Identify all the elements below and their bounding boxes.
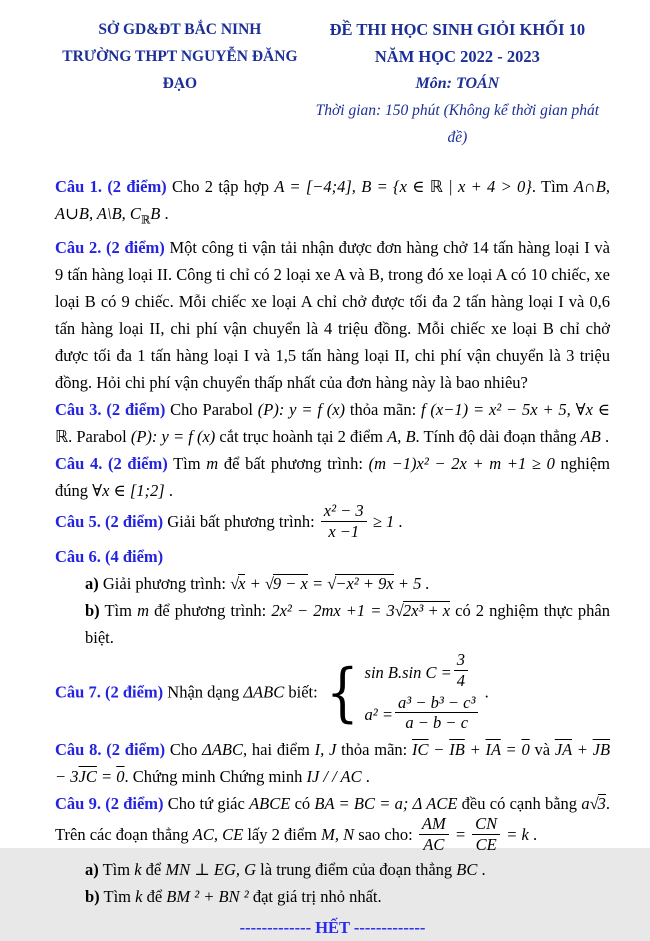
question-text: và [529, 740, 555, 760]
question-5 [55, 501, 610, 543]
fraction [393, 694, 480, 733]
question-text: . Trên các đoạn thẳng [55, 794, 610, 845]
question-text: Tìm [167, 454, 207, 474]
question-1 [55, 173, 610, 234]
math-run: ∀x ∈ [1;2] [92, 481, 165, 501]
question-text: Giải phương trình: [98, 573, 231, 593]
radical-sign: √ [589, 794, 599, 814]
radicand: −x² + 9x [335, 573, 394, 593]
math-run: IJ / / AC [306, 767, 362, 787]
subscript-real-set: ℝ [140, 214, 151, 227]
question-text: có 2 nghiệm thực phân biệt. [85, 600, 611, 647]
question-text: Cho Parabol [165, 400, 258, 420]
question-text: sao cho: [354, 825, 417, 845]
system-equations [364, 649, 481, 734]
question-8-label: Câu 8. (2 điểm) [55, 740, 166, 760]
math-run: 2x² − 2mx +1 = 3 [271, 600, 395, 620]
radical [395, 601, 450, 620]
math-run: A, B [387, 427, 416, 447]
question-6-label: Câu 6. (4 điểm) [55, 546, 164, 566]
radical-sign: √ [230, 573, 240, 593]
radicand: 2x³ + x [402, 600, 451, 620]
math-run: AC, CE [192, 825, 244, 845]
question-text: để bất phương trình: [218, 454, 369, 474]
question-2-label: Câu 2. (2 điểm) [55, 238, 165, 258]
math-run: ΔABC [243, 682, 285, 702]
question-text: đạt giá trị nhỏ nhất. [248, 886, 382, 906]
radical [230, 574, 245, 593]
fraction [470, 815, 502, 854]
question-6b [55, 597, 610, 651]
radical [265, 574, 308, 593]
question-3-label: Câu 3. (2 điểm) [55, 400, 166, 420]
radicand: 3 [597, 794, 606, 814]
math-run: = [96, 767, 117, 787]
question-6a [55, 570, 610, 597]
fraction-numerator: 3 [454, 651, 468, 671]
radical [327, 574, 393, 593]
math-run: M, N [321, 825, 355, 845]
question-text: . [160, 204, 169, 223]
question-text: thỏa mãn: [345, 400, 421, 420]
vector: $\overline{IB}$ [449, 740, 465, 760]
question-text: . Tính độ dài đoạn thẳng [415, 427, 581, 447]
question-8 [55, 736, 610, 790]
math-run: B [150, 204, 161, 223]
question-text: Tìm [99, 886, 136, 906]
question-9 [55, 790, 610, 856]
math-run: = k [502, 825, 529, 845]
equation-row [364, 692, 481, 735]
question-text: Cho [165, 740, 203, 760]
question-7-label: Câu 7. (2 điểm) [55, 682, 164, 702]
exam-title-block [305, 16, 610, 151]
question-text: Cho 2 tập hợp [166, 177, 275, 196]
question-9b [55, 883, 610, 910]
item-marker: a) [85, 573, 99, 593]
question-text: nghiệm đúng [55, 454, 610, 501]
exam-title: ĐỀ THI HỌC SINH GIỎI KHỐI 10 [329, 20, 586, 39]
math-run: MN ⊥ EG, G [165, 859, 257, 879]
math-run: AB [580, 427, 601, 447]
math-run: A∩B, A∪B, A\B, C [55, 177, 611, 223]
radical-sign: √ [327, 573, 337, 593]
system-brace: { [325, 656, 359, 731]
issuing-organization [55, 16, 305, 151]
question-text: Một công ti vận tải nhận được đơn hàng chở 14 tấn hàng loại I và 9 tấn hàng loại II. Công ti chỉ có 2 loại xe A và B, trong đó xe loại A có 10 chiếc, xe loại B có 9 chiếc. Mỗi chiếc xe loại A chỉ chở được tối đa 2 tấn hàng loại I và 0,6 tấn hàng loại II, chi phí vận chuyển là 4 triệu đồng. Mỗi chiếc xe loại B chỉ chở được tối đa 1 tấn hàng loại I và 1,5 tấn hàng loại II, chi phí vận chuyển là 3 triệu đồng. Hỏi chi phí vận chuyển thấp nhất của đơn hàng này là bao nhiêu? [55, 238, 610, 393]
vector-zero: 0 [116, 767, 125, 787]
item-marker: a) [85, 859, 99, 879]
question-text: , hai điểm [243, 740, 315, 760]
radical [590, 794, 606, 813]
vector: $\overline{JC}$ [78, 767, 97, 787]
department-name: SỞ GD&ĐT BẮC NINH [98, 21, 262, 38]
math-run: ≥ 1 [368, 512, 395, 532]
fraction-numerator: a³ − b³ − c³ [395, 694, 478, 714]
math-run: (P): y = f (x) [130, 427, 216, 447]
math-run: = [450, 825, 471, 845]
fraction [452, 651, 470, 690]
math-run: (P): y = f (x) [257, 400, 346, 420]
question-text: Tìm [98, 859, 135, 879]
item-marker: b) [85, 886, 100, 906]
item-marker: b) [85, 600, 100, 620]
math-run: (m −1)x² − 2x + m +1 ≥ 0 [368, 454, 555, 474]
math-run: a² = [364, 705, 393, 725]
question-7 [55, 651, 610, 736]
question-text: lấy 2 điểm [243, 825, 322, 845]
math-run: + [245, 573, 265, 593]
question-text: Giải bất phương trình: [163, 512, 319, 532]
math-run: k [135, 886, 143, 906]
question-text: . [528, 825, 538, 845]
math-run: = [307, 573, 328, 593]
question-1-label: Câu 1. (2 điểm) [55, 177, 167, 196]
question-text: để phương trình: [148, 600, 272, 620]
fraction [319, 502, 369, 541]
question-9-label: Câu 9. (2 điểm) [55, 794, 164, 814]
vector: $\overline{JB}$ [592, 740, 611, 760]
math-run: k [134, 859, 142, 879]
math-run: BC [456, 859, 478, 879]
math-run: BA = BC = a; Δ ACE [314, 794, 458, 814]
question-text: . [394, 512, 403, 532]
question-text: để [142, 886, 167, 906]
math-run: + [571, 740, 593, 760]
question-text: là trung điểm của đoạn thẳng [256, 859, 457, 879]
question-4-label: Câu 4. (2 điểm) [55, 454, 168, 474]
math-run: sin B.sin C = [364, 662, 452, 682]
subject: Môn: TOÁN [415, 75, 500, 92]
math-run: a [581, 794, 590, 814]
question-text: . [600, 427, 610, 447]
fraction-denominator: x −1 [328, 522, 360, 542]
question-text: . [480, 682, 489, 702]
school-year: NĂM HỌC 2022 - 2023 [374, 47, 540, 66]
math-run: = [500, 740, 522, 760]
fraction-denominator: 4 [456, 670, 466, 690]
math-run: ΔABC [202, 740, 243, 760]
question-3 [55, 396, 610, 450]
question-5-label: Câu 5. (2 điểm) [55, 512, 164, 532]
equation-row [364, 649, 481, 692]
radicand: 9 − x [272, 573, 308, 593]
question-text: cắt trục hoành tại 2 điểm [215, 427, 388, 447]
fraction-numerator: AM [419, 815, 449, 835]
question-text: . Chứng minh Chứng minh [124, 767, 307, 787]
vector: $\overline{IC}$ [412, 740, 429, 760]
duration: Thời gian: 150 phút (Không kể thời gian phát đề) [315, 102, 600, 146]
question-2 [55, 234, 610, 396]
vector: $\overline{IA}$ [485, 740, 501, 760]
math-run: A = [−4;4], B = {x ∈ ℝ | x + 4 > 0} [274, 177, 532, 196]
question-text: Tìm [99, 600, 138, 620]
question-text: . Tìm [531, 177, 574, 196]
math-run: BM ² + BN ² [166, 886, 249, 906]
math-run: − [428, 740, 450, 760]
math-run: m [206, 454, 219, 474]
fraction-numerator: x² − 3 [321, 502, 367, 522]
equation-system [322, 649, 481, 734]
question-text: đều có cạnh bằng [457, 794, 582, 814]
question-text: biết: [284, 682, 322, 702]
question-text: Nhận dạng [163, 682, 244, 702]
math-run: − 3 [55, 767, 79, 787]
radical-sign: √ [394, 600, 404, 620]
question-9a [55, 856, 610, 883]
fraction-denominator: CE [475, 834, 497, 854]
question-text: thỏa mãn: [336, 740, 413, 760]
fraction-numerator: CN [472, 815, 500, 835]
end-of-exam-marker: ------------- HẾT ------------- [239, 917, 426, 937]
fraction-denominator: AC [423, 834, 445, 854]
question-4 [55, 450, 610, 504]
math-run: + [464, 740, 486, 760]
math-run: ABCE [249, 794, 291, 814]
question-6 [55, 543, 610, 570]
math-run: f (x−1) = x² − 5x + 5, ∀x ∈ ℝ [55, 400, 610, 447]
school-name: TRƯỜNG THPT NGUYỄN ĐĂNG ĐẠO [62, 48, 298, 92]
vector-zero: 0 [521, 740, 530, 760]
question-text: có [290, 794, 315, 814]
question-text: . Parabol [68, 427, 131, 447]
question-text: để [141, 859, 166, 879]
question-text: . [164, 481, 173, 501]
math-run: m [137, 600, 149, 620]
vector: $\overline{JA}$ [554, 740, 572, 760]
radical-sign: √ [264, 573, 274, 593]
question-text: . [361, 767, 370, 787]
radicand: x [238, 573, 246, 593]
exam-header [55, 16, 610, 151]
question-text: . [477, 859, 486, 879]
fraction-denominator: a − b − c [405, 713, 469, 733]
question-text: Cho tứ giác [163, 794, 250, 814]
fraction [417, 815, 451, 854]
math-run: + 5 . [393, 573, 430, 593]
math-run: I, J [314, 740, 337, 760]
